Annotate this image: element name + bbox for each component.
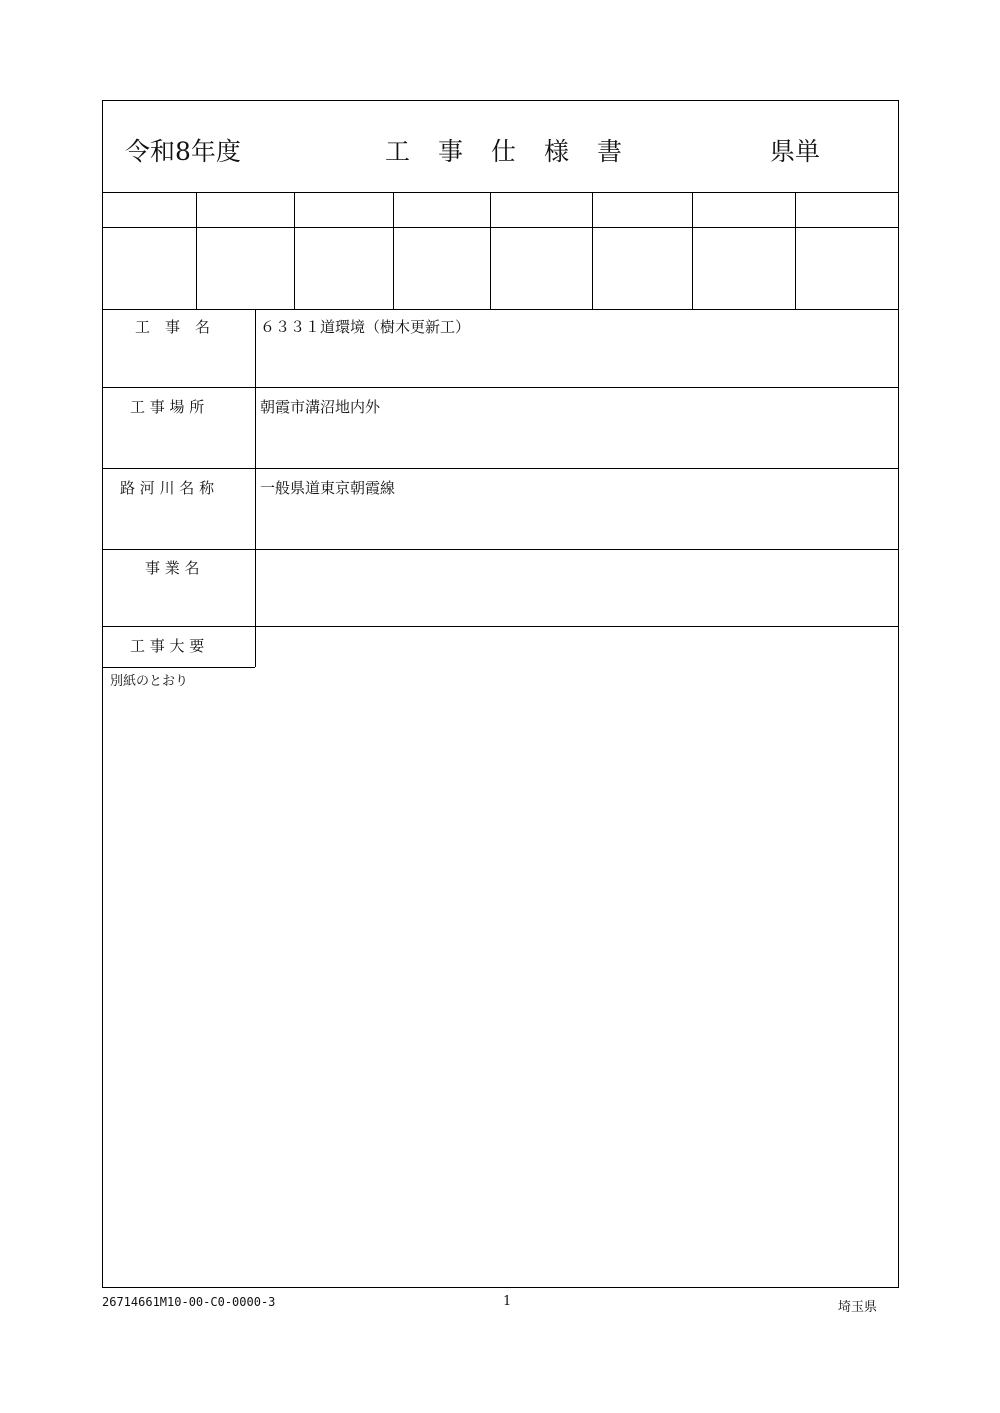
divider: [102, 667, 255, 668]
budget-type: 県単: [770, 137, 821, 166]
organization-name: 埼玉県: [838, 1300, 878, 1315]
stamp-cell-divider: [692, 192, 693, 309]
divider: [102, 626, 899, 627]
fiscal-year: 令和8年度: [125, 137, 241, 166]
road-river-name-value: 一般県道東京朝霞線: [260, 479, 396, 497]
title-char: 様: [544, 137, 570, 166]
stamp-cell-divider: [592, 192, 593, 309]
title-char: 工: [385, 137, 411, 166]
label-column-divider: [255, 309, 256, 667]
work-location-value: 朝霞市溝沼地内外: [260, 398, 381, 416]
work-name-label: 工 事 名: [135, 318, 211, 336]
divider: [102, 468, 899, 469]
work-outline-note: 別紙のとおり: [110, 674, 189, 689]
road-river-name-label: 路 河 川 名 称: [120, 479, 215, 497]
title-char: 仕: [491, 137, 517, 166]
work-name-value: ６３３１道環境（樹木更新工）: [260, 318, 471, 336]
divider: [102, 227, 899, 228]
stamp-cell-divider: [294, 192, 295, 309]
document-code: 26714661M10-00-C0-0000-3: [102, 1295, 276, 1309]
work-outline-label: 工 事 大 要: [130, 637, 205, 655]
divider: [102, 192, 899, 193]
specification-form: [102, 100, 899, 1288]
stamp-cell-divider: [795, 192, 796, 309]
divider: [102, 549, 899, 550]
work-location-label: 工 事 場 所: [130, 398, 205, 416]
page-number: 1: [503, 1294, 512, 1309]
document-title: [385, 132, 650, 168]
title-char: 書: [597, 137, 623, 166]
stamp-cell-divider: [490, 192, 491, 309]
stamp-cell-divider: [393, 192, 394, 309]
title-char: 事: [438, 137, 464, 166]
divider: [102, 309, 899, 310]
stamp-cell-divider: [196, 192, 197, 309]
project-name-label: 事 業 名: [145, 559, 200, 577]
divider: [102, 387, 899, 388]
